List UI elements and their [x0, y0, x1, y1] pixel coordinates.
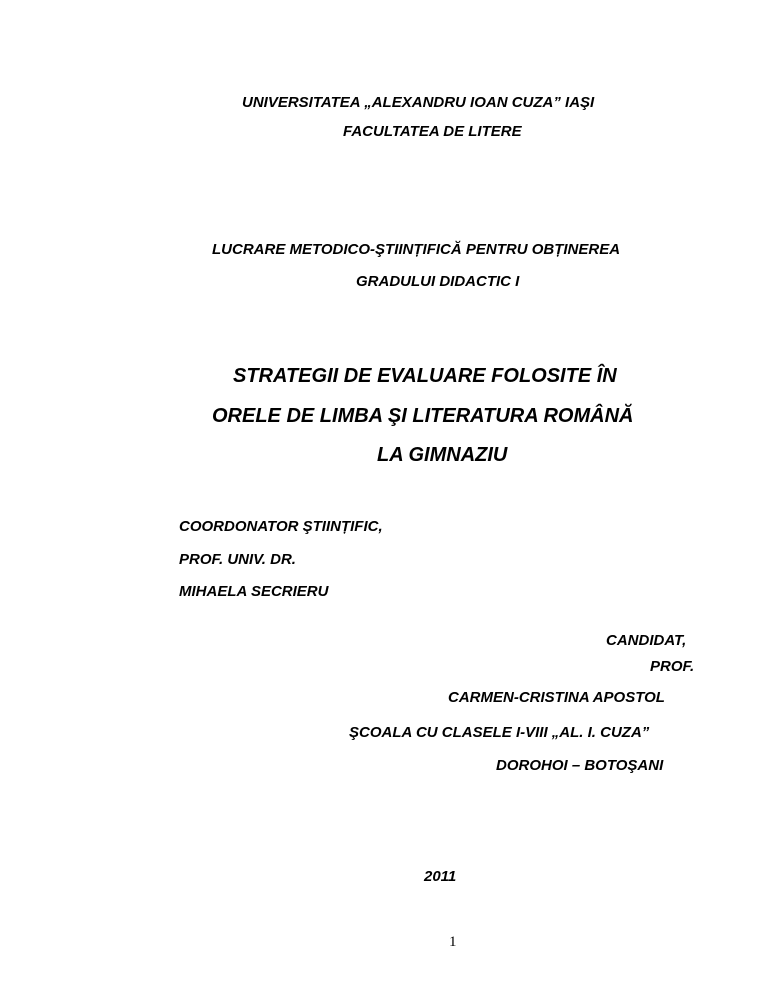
thesis-title-line-1: STRATEGII DE EVALUARE FOLOSITE ÎN: [233, 365, 617, 387]
coordinator-rank: PROF. UNIV. DR.: [179, 551, 296, 568]
candidate-name: CARMEN-CRISTINA APOSTOL: [448, 689, 665, 706]
candidate-location: DOROHOI – BOTOŞANI: [496, 757, 664, 774]
thesis-type-line-1: LUCRARE METODICO-ŞTIINȚIFICĂ PENTRU OBȚINEREA: [212, 241, 621, 258]
thesis-title-line-3: LA GIMNAZIU: [377, 444, 508, 466]
candidate-rank: PROF.: [650, 658, 695, 675]
faculty-name: FACULTATEA DE LITERE: [343, 123, 522, 140]
year: 2011: [424, 868, 457, 885]
thesis-title-line-2: ORELE DE LIMBA ŞI LITERATURA ROMÂNĂ: [212, 405, 634, 427]
thesis-type-line-2: GRADULUI DIDACTIC I: [356, 273, 520, 290]
candidate-label: CANDIDAT,: [606, 632, 687, 649]
candidate-school: ŞCOALA CU CLASELE I-VIII „AL. I. CUZA”: [349, 724, 650, 741]
page-number: 1: [449, 934, 457, 950]
coordinator-name: MIHAELA SECRIERU: [179, 583, 329, 600]
coordinator-label: COORDONATOR ŞTIINȚIFIC,: [179, 518, 383, 535]
university-name: UNIVERSITATEA „ALEXANDRU IOAN CUZA” IAŞI: [242, 94, 595, 111]
